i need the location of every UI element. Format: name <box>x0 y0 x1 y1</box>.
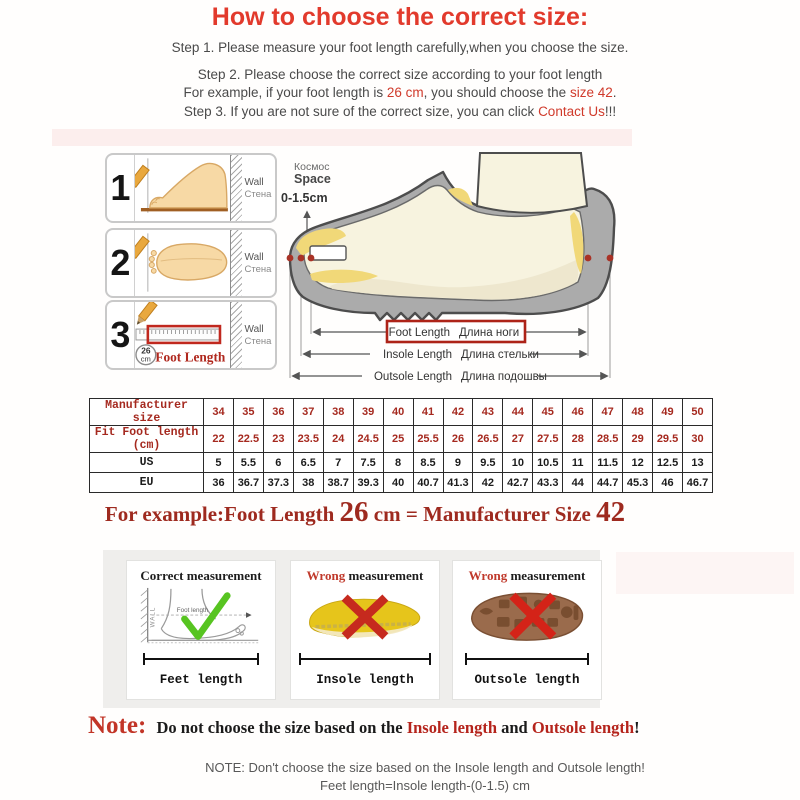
wall-zone <box>230 155 275 221</box>
step-number: 3 <box>107 302 135 368</box>
measurement-examples-panel <box>103 550 600 708</box>
size-table-cell: 39.3 <box>353 473 383 493</box>
size-table-cell: 7.5 <box>353 453 383 473</box>
size-table-cell: 45 <box>533 399 563 426</box>
size-table-cell: 43.3 <box>533 473 563 493</box>
size-table-row <box>90 453 713 473</box>
size-table-cell: 38 <box>323 399 353 426</box>
space-label-en: Space <box>294 172 331 186</box>
size-table-cell: 42 <box>473 473 503 493</box>
size-table-cell: 10 <box>503 453 533 473</box>
size-table-cell: 49 <box>653 399 683 426</box>
size-table-cell: 38 <box>293 473 323 493</box>
pencil-icon <box>135 165 149 193</box>
card-wrong-outsole <box>452 560 602 700</box>
wall-label-ru: Стена <box>244 263 272 275</box>
size-table-cell: 29.5 <box>653 426 683 453</box>
wall-zone <box>230 230 275 296</box>
measure-bracket <box>299 653 431 665</box>
equation-mid: cm = Manufacturer Size <box>368 502 597 526</box>
size-table-cell: 46 <box>653 473 683 493</box>
step-number: 2 <box>107 230 135 296</box>
size-table-cell: 39 <box>353 399 383 426</box>
insole-length-en: Insole Length <box>382 349 452 361</box>
wall-zone <box>230 302 275 368</box>
size-table-cell: 11.5 <box>593 453 623 473</box>
size-table-cell: 34 <box>204 399 234 426</box>
foot-length-annotation: Foot length <box>176 607 209 615</box>
size-table-cell: 8.5 <box>413 453 443 473</box>
correct-measurement-illustration <box>136 586 266 650</box>
size-table-row <box>90 426 713 453</box>
note-line <box>88 712 788 740</box>
card-caption: Insole length <box>316 673 414 687</box>
toe-box <box>310 246 346 260</box>
size-table-cell: 47 <box>593 399 623 426</box>
card-caption: Outsole length <box>474 673 580 687</box>
example-footlength: 26 cm <box>386 85 424 100</box>
size-table-cell: 35 <box>233 399 263 426</box>
size-table-cell: 44 <box>503 399 533 426</box>
size-table-cell: 46 <box>563 399 593 426</box>
size-table-cell: 6 <box>263 453 293 473</box>
wall-label-ru: Стена <box>244 335 272 347</box>
page-title: How to choose the correct size: <box>211 3 589 31</box>
card-title-rest: measurement <box>507 568 586 583</box>
size-table-cell: 12 <box>623 453 653 473</box>
size-table-cell: 8 <box>383 453 413 473</box>
size-table-cell: 22 <box>204 426 234 453</box>
shoe-diagram <box>280 150 625 390</box>
size-table-cell: 10.5 <box>533 453 563 473</box>
foot-length-label: Foot Length <box>155 349 226 365</box>
size-table-cell: 36 <box>263 399 293 426</box>
insole-illustration <box>300 586 430 650</box>
contact-us-link[interactable]: Contact Us <box>538 104 605 119</box>
size-table-cell: 9 <box>443 453 473 473</box>
size-table-cell: 12.5 <box>653 453 683 473</box>
pencil-icon <box>135 302 157 327</box>
size-table-cell: 25.5 <box>413 426 443 453</box>
example-text <box>30 85 770 100</box>
size-table-cell: 5.5 <box>233 453 263 473</box>
insole-length-ru: Длина стельки <box>461 349 539 361</box>
size-table-row-label: EU <box>90 473 204 493</box>
size-table-cell: 27.5 <box>533 426 563 453</box>
ruler-unit: cm <box>140 354 151 364</box>
size-table-cell: 37 <box>293 399 323 426</box>
size-table-cell: 48 <box>623 399 653 426</box>
example-mid: , you should choose the <box>423 85 570 100</box>
outsole-length-ru: Длина подошвы <box>461 371 547 383</box>
equation-footlength-value: 26 <box>339 496 369 528</box>
step3-post: !!! <box>604 104 617 119</box>
size-table-cell: 44 <box>563 473 593 493</box>
step-number: 1 <box>107 155 135 221</box>
size-table-cell: 41.3 <box>443 473 473 493</box>
green-check-icon <box>185 596 228 637</box>
size-table-row <box>90 399 713 426</box>
measure-bracket <box>143 653 259 665</box>
foot-top-illustration <box>135 230 230 296</box>
size-table-cell: 29 <box>623 426 653 453</box>
size-table-row-label: US <box>90 453 204 473</box>
size-table-row <box>90 473 713 493</box>
size-table-cell: 40 <box>383 473 413 493</box>
wall-label-en: Wall <box>244 176 264 188</box>
size-table-cell: 27 <box>503 426 533 453</box>
size-table-cell: 36 <box>204 473 234 493</box>
foot-length-ru: Длина ноги <box>459 327 520 339</box>
space-value: 0-1.5cm <box>281 191 328 205</box>
size-table-cell: 45.3 <box>623 473 653 493</box>
footer-formula-line: Feet length=Insole length-(0-1.5) cm <box>320 778 530 793</box>
size-table-cell: 9.5 <box>473 453 503 473</box>
wall-label-en: Wall <box>244 323 264 335</box>
size-table-cell: 25 <box>383 426 413 453</box>
measure-step-box-2 <box>105 228 277 298</box>
ruler-value: 26 <box>140 345 151 356</box>
example-equation <box>0 496 730 529</box>
size-table-cell: 11 <box>563 453 593 473</box>
measure-bracket <box>465 653 589 665</box>
size-table <box>89 398 713 493</box>
card-title-emphasis: Correct <box>140 568 184 583</box>
space-label-ru: Космос <box>294 161 330 173</box>
foot-length-en: Foot Length <box>388 327 450 339</box>
size-table-cell: 50 <box>683 399 713 426</box>
step2-text: Step 2. Please choose the correct size according to your foot length <box>197 67 603 82</box>
size-table-cell: 37.3 <box>263 473 293 493</box>
size-table-cell: 30 <box>683 426 713 453</box>
size-table-cell: 22.5 <box>233 426 263 453</box>
note-post: ! <box>634 718 640 737</box>
note-outsole-highlight: Outsole length <box>531 718 635 737</box>
decor-band <box>52 129 632 146</box>
size-table-row-label: Fit Foot length (cm) <box>90 426 204 453</box>
size-table-cell: 28.5 <box>593 426 623 453</box>
size-table-cell: 38.7 <box>323 473 353 493</box>
wall-label-en: Wall <box>244 251 264 263</box>
size-table-cell: 40 <box>383 399 413 426</box>
size-table-cell: 36.7 <box>233 473 263 493</box>
size-table-cell: 5 <box>204 453 234 473</box>
outsole-length-en: Outsole Length <box>373 371 452 383</box>
decor-band-2 <box>616 552 794 594</box>
measure-step-box-3 <box>105 300 277 370</box>
size-table-cell: 26 <box>443 426 473 453</box>
wall-label-ru: Стена <box>244 188 272 200</box>
card-title-rest: measurement <box>345 568 424 583</box>
card-title-emphasis: Wrong <box>468 568 508 583</box>
step3-text <box>30 104 770 119</box>
foot-side-illustration <box>135 155 230 221</box>
note-label: Note: <box>88 712 147 739</box>
size-table-cell: 44.7 <box>593 473 623 493</box>
note-pre: Do not choose the size based on the <box>152 718 407 737</box>
card-wrong-insole <box>290 560 440 700</box>
leg-shape <box>477 153 587 213</box>
size-table-row-label: Manufacturer size <box>90 399 204 426</box>
size-table-cell: 23 <box>263 426 293 453</box>
equation-pre: For example:Foot Length <box>104 502 340 526</box>
size-table-cell: 13 <box>683 453 713 473</box>
size-table-cell: 6.5 <box>293 453 323 473</box>
step3-pre: Step 3. If you are not sure of the correct size, you can click <box>183 104 539 119</box>
wall-hatch <box>230 230 242 296</box>
card-title-rest: measurement <box>183 568 262 583</box>
size-table-cell: 24 <box>323 426 353 453</box>
size-table-cell: 42 <box>443 399 473 426</box>
wall-vertical-label: WALL <box>149 606 157 628</box>
size-table-cell: 43 <box>473 399 503 426</box>
size-table-cell: 42.7 <box>503 473 533 493</box>
size-table-cell: 7 <box>323 453 353 473</box>
example-size: size 42 <box>569 85 613 100</box>
equation-size-value: 42 <box>596 496 626 528</box>
ruler-illustration <box>135 302 230 368</box>
pencil-icon <box>135 236 149 264</box>
note-insole-highlight: Insole length <box>406 718 497 737</box>
size-table-cell: 26.5 <box>473 426 503 453</box>
size-table-cell: 23.5 <box>293 426 323 453</box>
size-table-cell: 46.7 <box>683 473 713 493</box>
size-table-cell: 24.5 <box>353 426 383 453</box>
size-table-cell: 28 <box>563 426 593 453</box>
wall-hatch <box>230 155 242 221</box>
step1-text: Step 1. Please measure your foot length carefully,when you choose the size. <box>171 40 629 55</box>
card-title-emphasis: Wrong <box>306 568 346 583</box>
card-correct-measurement <box>126 560 276 700</box>
outsole-illustration <box>462 586 592 650</box>
example-post: . <box>612 85 617 100</box>
size-table-cell: 41 <box>413 399 443 426</box>
wall-hatch <box>230 302 242 368</box>
example-pre: For example, if your foot length is <box>183 85 387 100</box>
measure-step-box-1 <box>105 153 277 223</box>
note-mid: and <box>497 718 532 737</box>
footer-note-line: NOTE: Don't choose the size based on the Insole length and Outsole length! <box>205 760 645 775</box>
size-table-cell: 40.7 <box>413 473 443 493</box>
card-caption: Feet length <box>159 673 243 687</box>
